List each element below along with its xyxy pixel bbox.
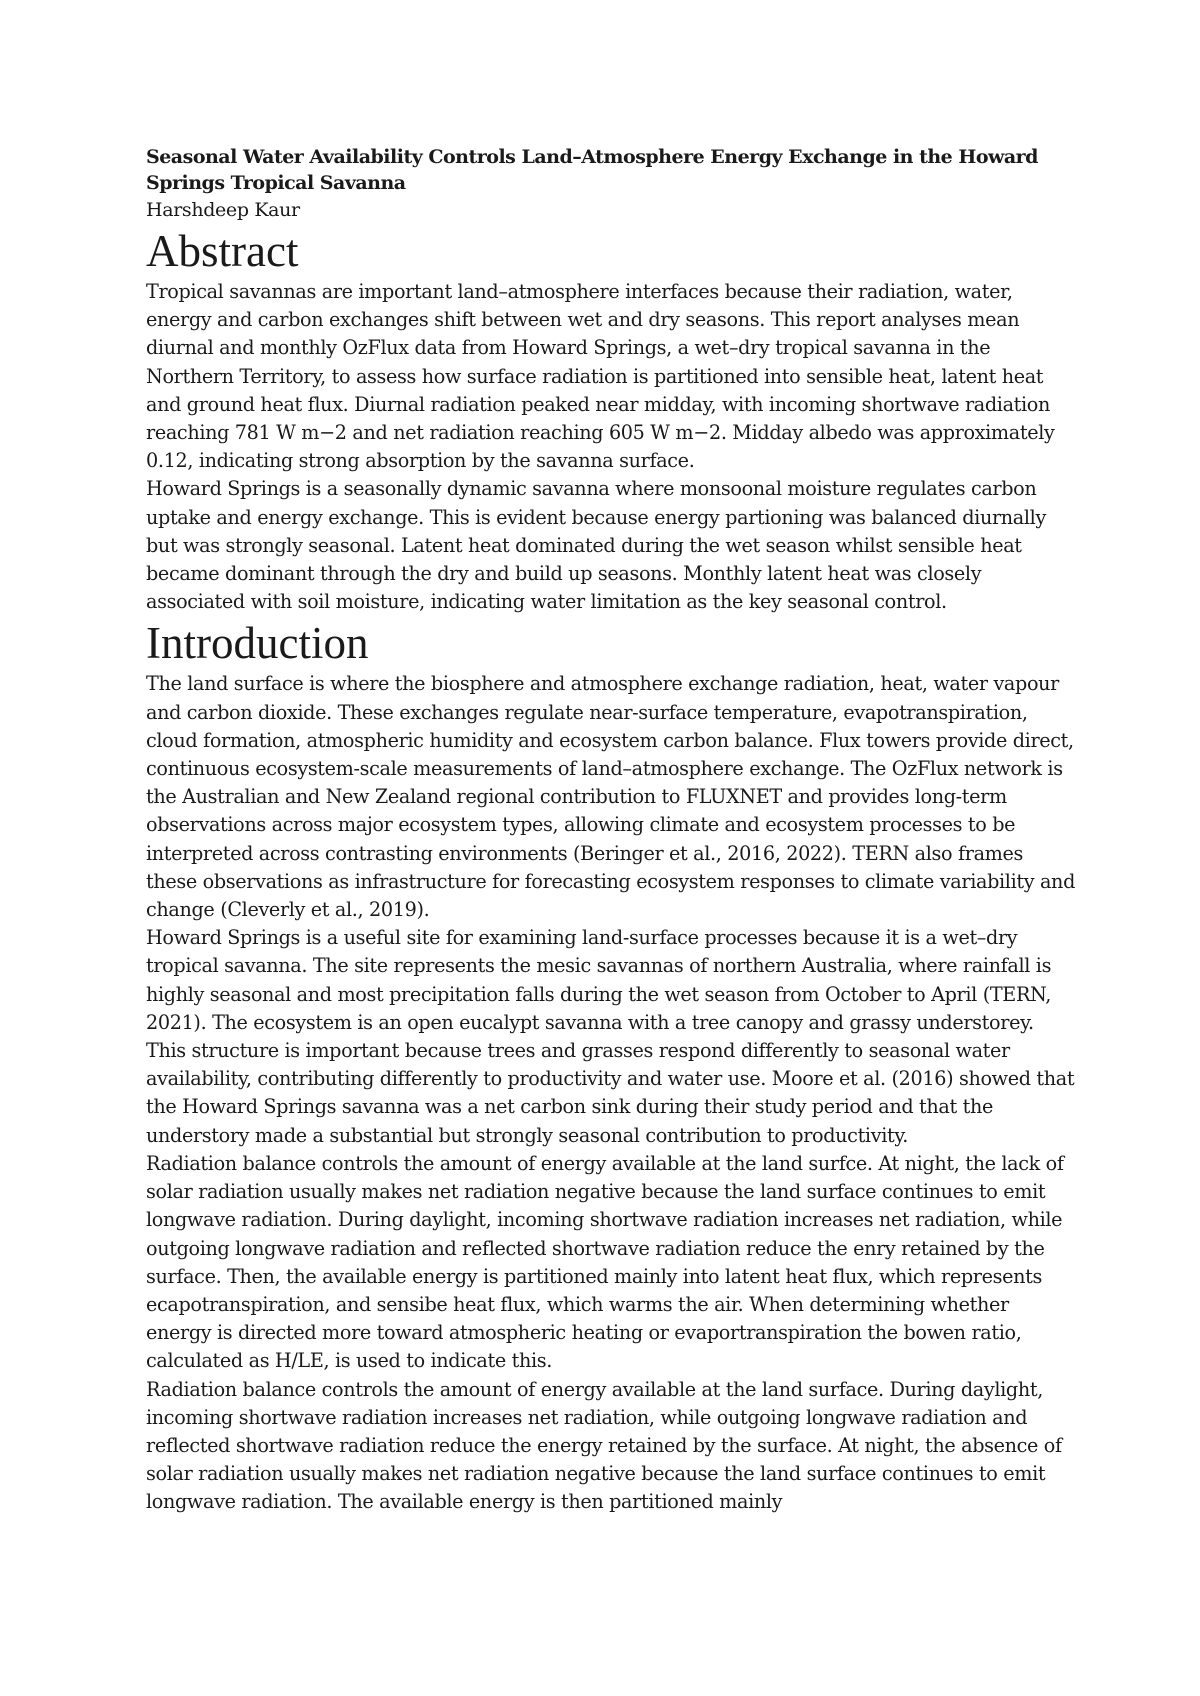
document-page [146,144,1076,1517]
author-name: Harshdeep Kaur [146,199,300,221]
introduction-heading: Introduction [146,618,369,669]
introduction-paragraph: Howard Springs is a useful site for examining land-surface processes because it is a wet–dry tropical savanna. The site represents the mesic savannas of northern Australia, where rainfall is highly seasonal and most precipitation falls during the wet season from October to April (TERN, 2021). The ecosystem is an open eucalypt savanna with a tree canopy and grassy understorey. This structure is important because trees and grasses respond differently to seasonal water availability, contributing differently to productivity and water use. Moore et al. (2016) showed that the Howard Springs savanna was a net carbon sink during their study period and that the understory made a substantial but strongly seasonal contribution to productivity. [146,926,1075,1147]
abstract-paragraph: Howard Springs is a seasonally dynamic savanna where monsoonal moisture regulates carbon uptake and energy exchange. This is evident because energy partioning was balanced diurnally but was strongly seasonal. Latent heat dominated during the wet season whilst sensible heat became dominant through the dry and build up seasons. Monthly latent heat was closely associated with soil moisture, indicating water limitation as the key seasonal control. [146,477,1046,614]
introduction-paragraph: Radiation balance controls the amount of energy available at the land surfce. At night, the lack of solar radiation usually makes net radiation negative because the land surface continues to emit longwave radiation. During daylight, incoming shortwave radiation increases net radiation, while outgoing longwave radiation and reflected shortwave radiation reduce the enry retained by the surface. Then, the available energy is partitioned mainly into latent heat flux, which represents ecapotranspiration, and sensibe heat flux, which warms the air. When determining whether energy is directed more toward atmospheric heating or evaportranspiration the bowen ratio, calculated as H/LE, is used to indicate this. [146,1151,1064,1373]
document-title: Seasonal Water Availability Controls Land–Atmosphere Energy Exchange in the Howard Springs Tropical Savanna [146,146,1038,194]
introduction-paragraph: The land surface is where the biosphere and atmosphere exchange radiation, heat, water vapour and carbon dioxide. These exchanges regulate near-surface temperature, evapotranspiration, cloud formation, atmospheric humidity and ecosystem carbon balance. Flux towers provide direct, continuous ecosystem-scale measurements of land–atmosphere exchange. The OzFlux network is the Australian and New Zealand regional contribution to FLUXNET and provides long-term observations across major ecosystem types, allowing climate and ecosystem processes to be interpreted across contrasting environments (Beringer et al., 2016, 2022). TERN also frames these observations as infrastructure for forecasting ecosystem responses to climate variability and change (Cleverly et al., 2019). [146,672,1075,922]
introduction-paragraph: Radiation balance controls the amount of energy available at the land surface. During daylight, incoming shortwave radiation increases net radiation, while outgoing longwave radiation and reflected shortwave radiation reduce the energy retained by the surface. At night, the absence of solar radiation usually makes net radiation negative because the land surface continues to emit longwave radiation. The available energy is then partitioned mainly [146,1377,1062,1514]
abstract-heading: Abstract [146,226,299,276]
abstract-paragraph: Tropical savannas are important land–atmosphere interfaces because their radiation, water, energy and carbon exchanges shift between wet and dry seasons. This report analyses mean diurnal and monthly OzFlux data from Howard Springs, a wet–dry tropical savanna in the Northern Territory, to assess how surface radiation is partitioned into sensible heat, latent heat and ground heat flux. Diurnal radiation peaked near midday, with incoming shortwave radiation reaching 781 W m−2 and net radiation reaching 605 W m−2. Midday albedo was approximately 0.12, indicating strong absorption by the savanna surface. [146,280,1055,473]
